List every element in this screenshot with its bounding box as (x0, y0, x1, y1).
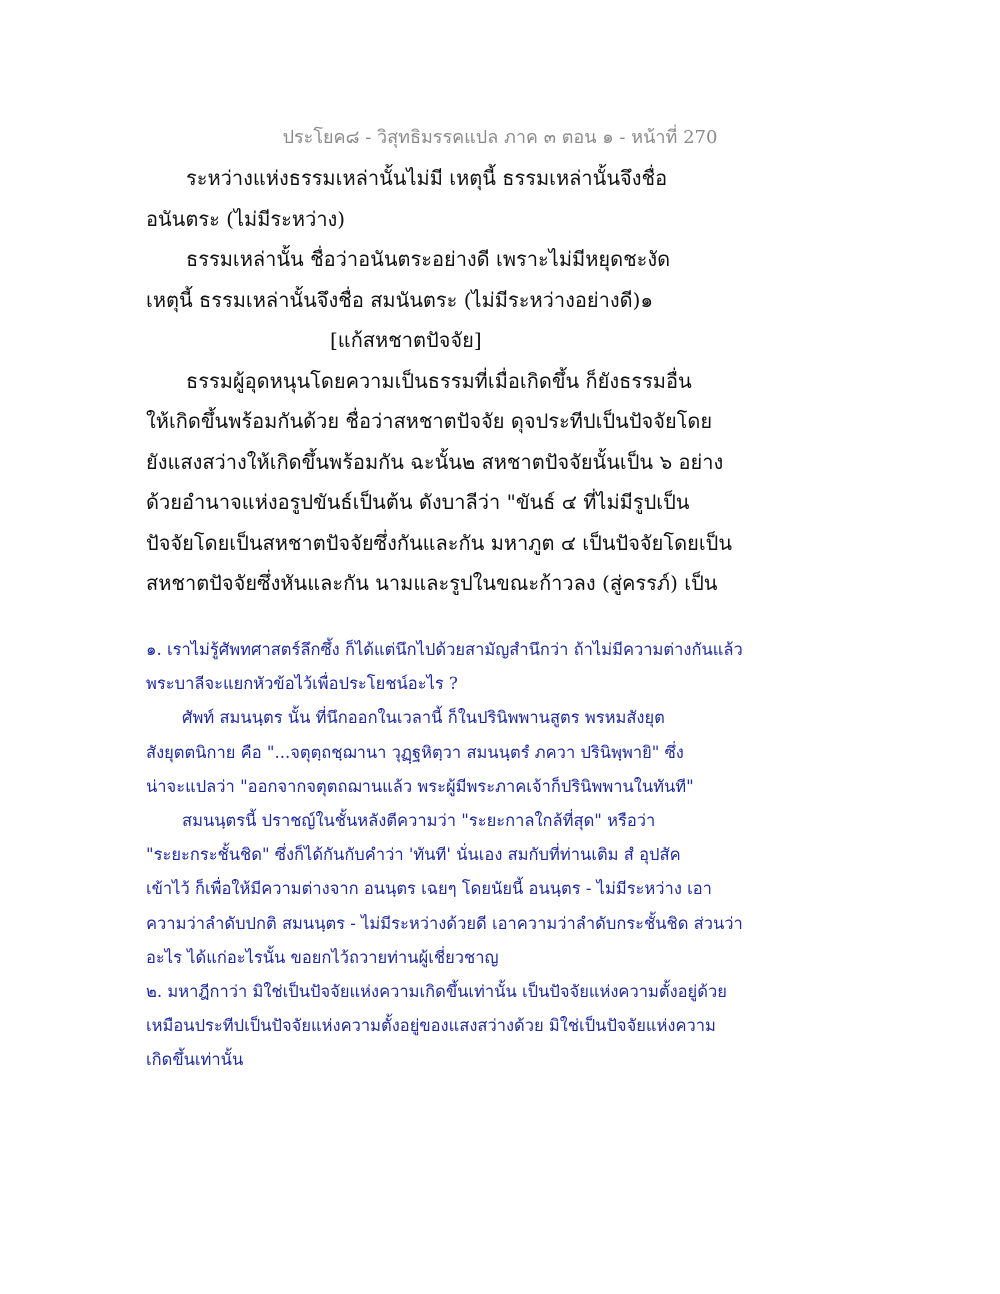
footnote-line: ๑. เราไม่รู้ศัพทศาสตร์ลึกซึ้ง ก็ได้แต่นึกไปด้วยสามัญสำนึกว่า ถ้าไม่มีความต่างกันแล้ว (146, 640, 743, 659)
footnote-line: สังยุตตนิกาย คือ "...จตุตฺถชฺฌานา วุฏฺฐหิตฺวา สมนนฺตรํ ภควา ปรินิพฺพายิ" ซึ่ง (146, 742, 684, 762)
footnote-line: น่าจะแปลว่า "ออกจากจตุตถฌานแล้ว พระผู้มีพระภาคเจ้าก็ปรินิพพานในทันที" (146, 776, 694, 796)
main-line: อนันตระ (ไม่มีระหว่าง) (146, 206, 346, 231)
main-text (146, 158, 866, 604)
footnote-line: เข้าไว้ ก็เพื่อให้มีความต่างจาก อนนฺตร เฉยๆ โดยนัยนี้ อนนฺตร - ไม่มีระหว่าง เอา (146, 879, 712, 899)
main-line: ปัจจัยโดยเป็นสหชาตปัจจัยซึ่งกันและกัน มหาภูต ๔ เป็นปัจจัยโดยเป็น (146, 530, 733, 555)
main-line: ธรรมเหล่านั้น ชื่อว่าอนันตระอย่างดี เพราะไม่มีหยุดชะงัด (186, 247, 671, 271)
footnote-line: พระบาลีจะแยกหัวข้อไว้เพื่อประโยชน์อะไร ? (146, 674, 458, 694)
main-line: ระหว่างแห่งธรรมเหล่านั้นไม่มี เหตุนี้ ธรรมเหล่านั้นจึงชื่อ (186, 166, 668, 190)
footnote-line: สมนนฺตรนี้ ปราชญ์ในชั้นหลังตีความว่า "ระยะกาลใกล้ที่สุด" หรือว่า (182, 810, 656, 830)
main-line: ยังแสงสว่างให้เกิดขึ้นพร้อมกัน ฉะนั้น๒ สหชาตปัจจัยนั้นเป็น ๖ อย่าง (146, 449, 724, 474)
main-line: ธรรมผู้อุดหนุนโดยความเป็นธรรมที่เมื่อเกิดขึ้น ก็ยังธรรมอื่น (186, 368, 692, 393)
footnote-line: อะไร ได้แก่อะไรนั้น ขอยกไว้ถวายท่านผู้เชี่ยวชาญ (146, 947, 499, 967)
footnote-line: ความว่าลำดับปกติ สมนนฺตร - ไม่มีระหว่างด้วยดี เอาความว่าลำดับกระชั้นชิด ส่วนว่า (146, 913, 743, 933)
main-line: ด้วยอำนาจแห่งอรูปขันธ์เป็นต้น ดังบาลีว่า "ขันธ์ ๔ ที่ไม่มีรูปเป็น (146, 490, 690, 514)
footnote-line: ศัพท์ สมนนฺตร นั้น ที่นึกออกในเวลานี้ ก็ในปรินิพพานสูตร พรหมสังยุต (182, 708, 665, 728)
main-line: สหชาตปัจจัยซึ่งหันและกัน นามและรูปในขณะก้าวลง (สู่ครรภ์) เป็น (146, 571, 718, 595)
footnote-line: เกิดขึ้นเท่านั้น (146, 1050, 244, 1070)
footnotes (146, 633, 866, 1077)
section-heading: [แก้สหชาตปัจจัย] (330, 328, 482, 352)
footnote-line: เหมือนประทีปเป็นปัจจัยแห่งความตั้งอยู่ของแสงสว่างด้วย มิใช่เป็นปัจจัยแห่งความ (146, 1016, 716, 1036)
page-header: ประโยค๘ - วิสุทธิมรรคแปล ภาค ๓ ตอน ๑ - หน้าที่ 270 (282, 127, 718, 148)
footnote-line: ๒. มหาฎีกาว่า มิใช่เป็นปัจจัยแห่งความเกิดขึ้นเท่านั้น เป็นปัจจัยแห่งความตั้งอยู่ด้วย (146, 981, 727, 1001)
footnote-line: "ระยะกระชั้นชิด" ซึ่งก็ได้กันกับคำว่า 'ทันที' นั่นเอง สมกับที่ท่านเติม สํ อุปสัค (146, 845, 681, 865)
main-line: เหตุนี้ ธรรมเหล่านั้นจึงชื่อ สมนันตระ (ไม่มีระหว่างอย่างดี)๑ (146, 287, 654, 312)
main-line: ให้เกิดขึ้นพร้อมกันด้วย ชื่อว่าสหชาตปัจจัย ดุจประทีปเป็นปัจจัยโดย (146, 409, 713, 433)
